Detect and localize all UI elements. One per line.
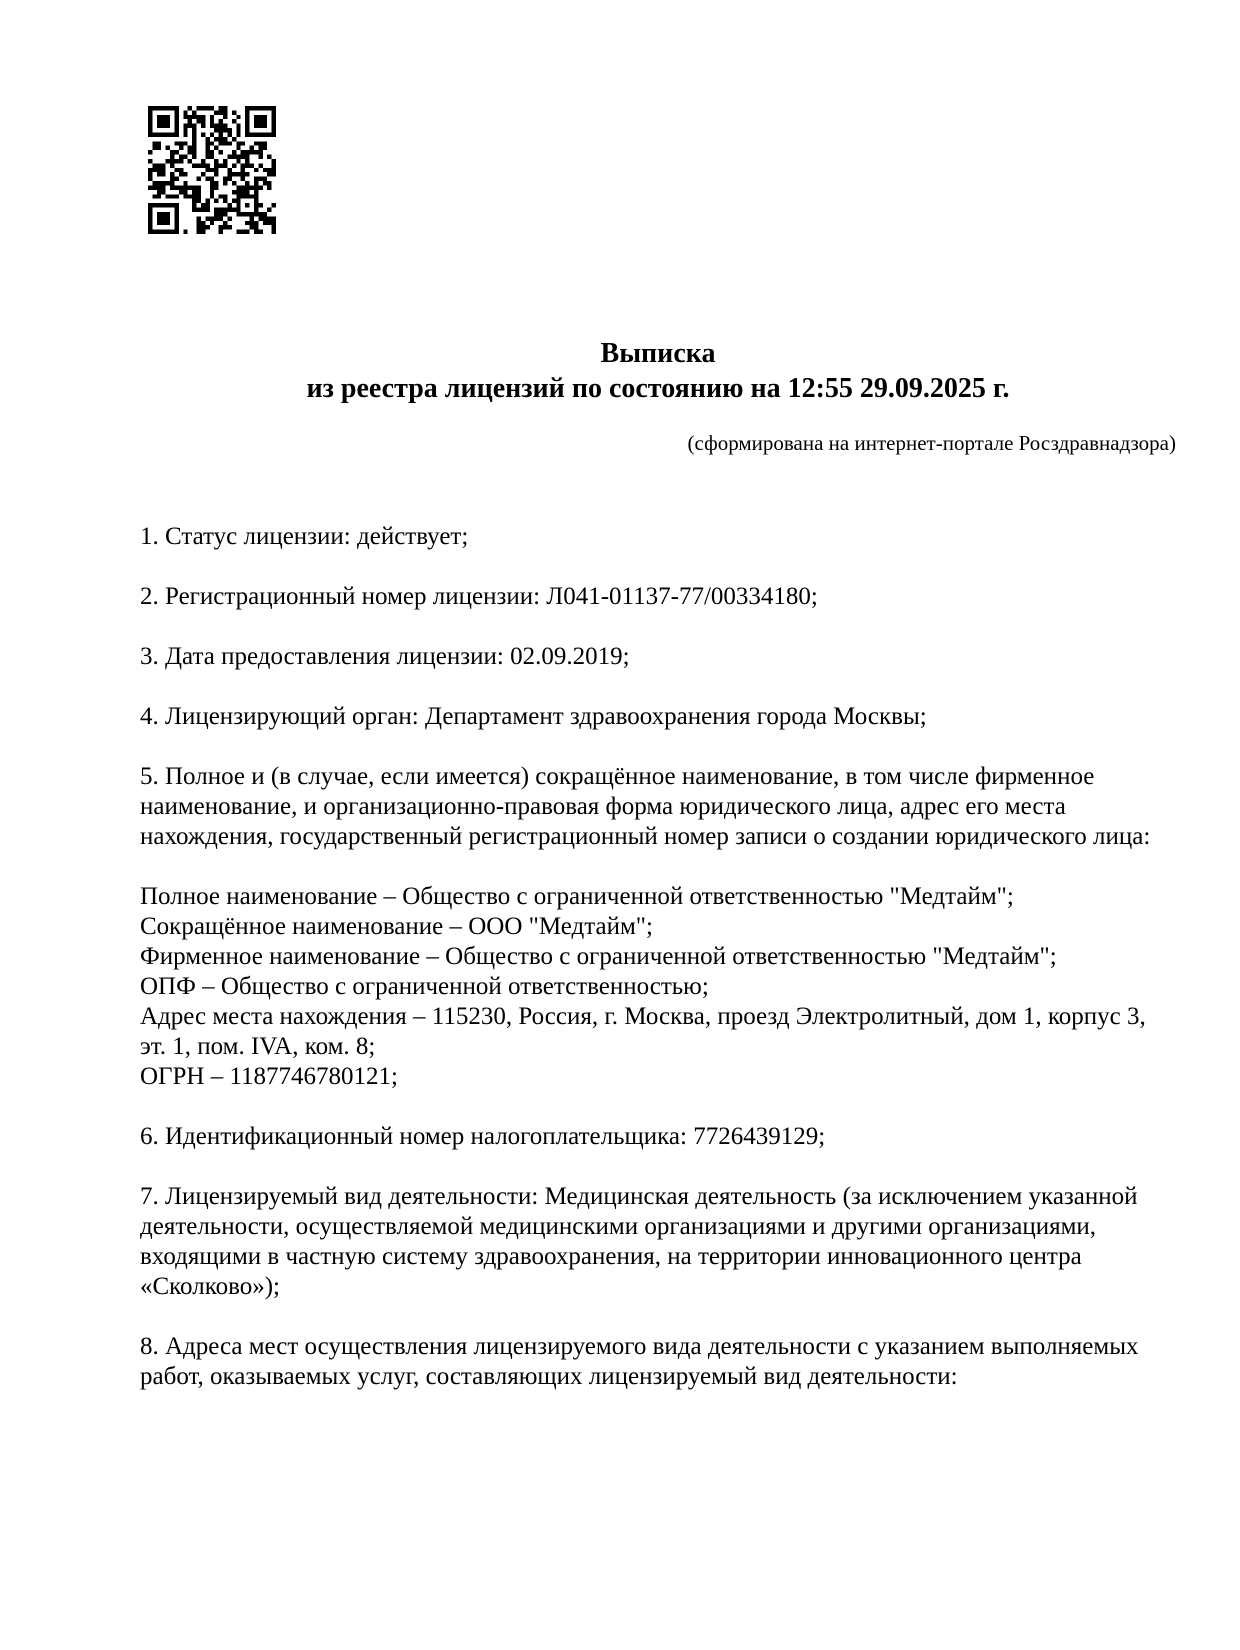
text-line: наименование, и организационно-правовая форма юридического лица, адрес его места	[140, 793, 1066, 820]
text-line: деятельности, осуществляемой медицинскими организациями и другими организациями,	[140, 1213, 1097, 1240]
text-line: «Сколково»);	[140, 1273, 280, 1300]
paragraph-status	[140, 522, 1176, 552]
text-line: Сокращённое наименование – ООО "Медтайм";	[140, 913, 653, 940]
text-line: работ, оказываемых услуг, составляющих лицензируемый вид деятельности:	[140, 1363, 958, 1390]
text-line: ОГРН – 1187746780121;	[140, 1063, 398, 1090]
text-line: 6. Идентификационный номер налогоплательщика: 7726439129;	[140, 1123, 826, 1150]
subtitle: (сформирована на интернет-портале Росздравнадзора)	[687, 431, 1176, 455]
document-body	[140, 522, 1176, 1422]
paragraph-inn	[140, 1122, 1176, 1152]
text-line: ОПФ – Общество с ограниченной ответственностью;	[140, 973, 709, 1000]
paragraph-addresses-intro	[140, 1332, 1176, 1392]
qr-code-icon	[148, 106, 276, 234]
paragraph-names-intro	[140, 762, 1176, 852]
title-line-2: из реестра лицензий по состоянию на 12:55 29.09.2025 г.	[306, 373, 1010, 404]
text-line: 8. Адреса мест осуществления лицензируемого вида деятельности с указанием выполняемых	[140, 1333, 1139, 1360]
text-line: 7. Лицензируемый вид деятельности: Медицинская деятельность (за исключением указанной	[140, 1183, 1138, 1210]
paragraph-licensing-authority	[140, 702, 1176, 732]
text-line: Полное наименование – Общество с ограниченной ответственностью "Медтайм";	[140, 883, 1014, 910]
text-line: входящими в частную систему здравоохранения, на территории инновационного центра	[140, 1243, 1082, 1270]
text-line: Фирменное наименование – Общество с ограниченной ответственностью "Медтайм";	[140, 943, 1057, 970]
paragraph-company-details	[140, 882, 1176, 1092]
text-line: 2. Регистрационный номер лицензии: Л041-01137-77/00334180;	[140, 583, 818, 610]
paragraph-licensed-activity	[140, 1182, 1176, 1302]
paragraph-reg-number	[140, 582, 1176, 612]
text-line: Адрес места нахождения – 115230, Россия, г. Москва, проезд Электролитный, дом 1, корпус 3,	[140, 1003, 1146, 1030]
text-line: 5. Полное и (в случае, если имеется) сокращённое наименование, в том числе фирменное	[140, 763, 1095, 790]
page-title	[140, 336, 1176, 406]
text-line: эт. 1, пом. IVA, ком. 8;	[140, 1033, 376, 1060]
text-line: 4. Лицензирующий орган: Департамент здравоохранения города Москвы;	[140, 703, 927, 730]
paragraph-grant-date	[140, 642, 1176, 672]
text-line: 1. Статус лицензии: действует;	[140, 523, 469, 550]
title-line-1: Выписка	[600, 338, 716, 369]
text-line: нахождения, государственный регистрационный номер записи о создании юридического лица:	[140, 823, 1151, 850]
text-line: 3. Дата предоставления лицензии: 02.09.2019;	[140, 643, 630, 670]
